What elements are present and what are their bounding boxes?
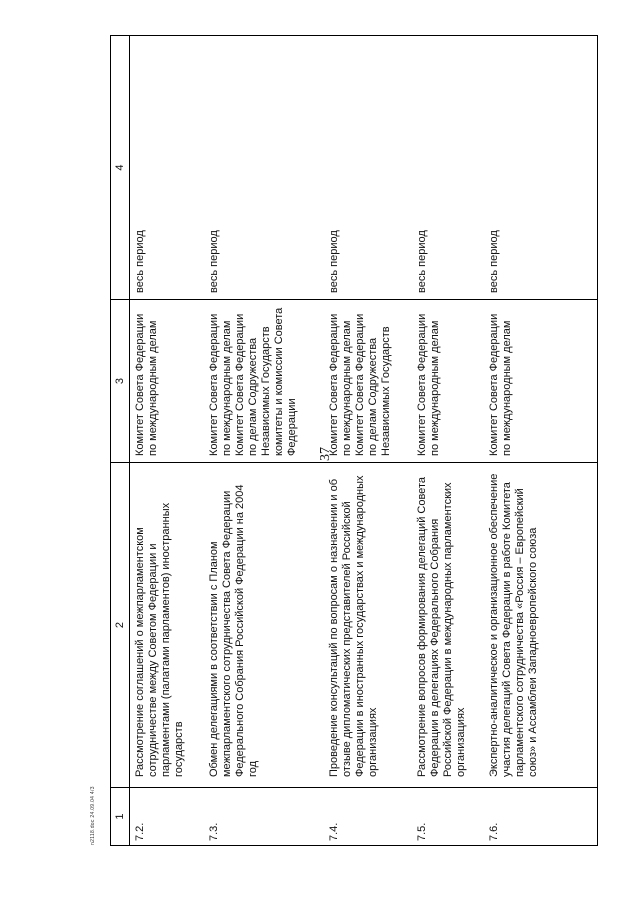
responsible-line: Комитет Совета Федерации по международным делам [134, 313, 159, 456]
responsible-line: Комитет Совета Федерации по делам Содружества Независимых Государств [353, 313, 392, 456]
responsible-line: Комитет Совета Федерации по международным делам [207, 313, 233, 456]
row-number: 7.5. [414, 788, 486, 846]
header-col-3: 3 [111, 300, 130, 463]
period-cell: весь период [414, 36, 486, 300]
action-cell: Обмен делегациями в соответствии с Планом межпарламентского сотрудничества Совета Федерации Федерального Собрания Российской Федерации на 2004 год [206, 463, 326, 788]
responsible-line: Комитет Совета Федерации по международным делам [415, 313, 441, 456]
action-cell: Рассмотрение вопросов формирования делегаций Совета Федерации в делегациях Федерального Собрания Российской Федерации в международных парламентских организациях [414, 463, 486, 788]
row-number: 7.6. [486, 788, 598, 846]
table-row [414, 36, 486, 846]
action-cell: Экспертно-аналитическое и организационное обеспечение участия делегаций Совета Федерации в работе Комитета парламентского сотрудничества «Россия – Европейский союз» и Ассамблеи Западноевропейского союза [486, 463, 598, 788]
page-number: 37 [318, 447, 333, 461]
table-row [326, 36, 414, 846]
footer-code: n2118.doc 24.09.04 4/3 [90, 786, 96, 845]
table-row [486, 36, 598, 846]
responsible-cell [414, 300, 486, 463]
responsible-cell [206, 300, 326, 463]
responsible-line: Комитет Совета Федерации по делам Содружества Независимых Государств [233, 313, 272, 456]
table-row [130, 36, 206, 846]
period-cell: весь период [206, 36, 326, 300]
header-col-4: 4 [111, 36, 130, 300]
responsible-line: комитеты и комиссии Совета Федерации [272, 307, 298, 456]
responsible-cell [486, 300, 598, 463]
action-cell: Рассмотрение соглашений о межпарламентском сотрудничестве между Советом Федерации и парламентами (палатами парламентов) иностранных государств [130, 463, 206, 788]
responsible-line: Комитет Совета Федерации по международным делам [327, 313, 353, 456]
period-cell: весь период [130, 36, 206, 300]
responsible-cell [130, 300, 206, 463]
responsible-cell [326, 300, 414, 463]
row-number: 7.4. [326, 788, 414, 846]
header-col-2: 2 [111, 463, 130, 788]
period-cell: весь период [326, 36, 414, 300]
row-number: 7.2. [130, 788, 206, 846]
table-row [206, 36, 326, 846]
action-cell: Проведение консультаций по вопросам о назначении и об отзыве дипломатических представителей Российской Федерации в иностранных государствах и международных организациях [326, 463, 414, 788]
header-col-1: 1 [111, 788, 130, 846]
period-cell: весь период [486, 36, 598, 300]
responsible-line: Комитет Совета Федерации по международным делам [487, 313, 513, 456]
row-number: 7.3. [206, 788, 326, 846]
rotated-table-container [110, 36, 598, 846]
plan-table [110, 35, 598, 846]
header-row [111, 36, 130, 846]
